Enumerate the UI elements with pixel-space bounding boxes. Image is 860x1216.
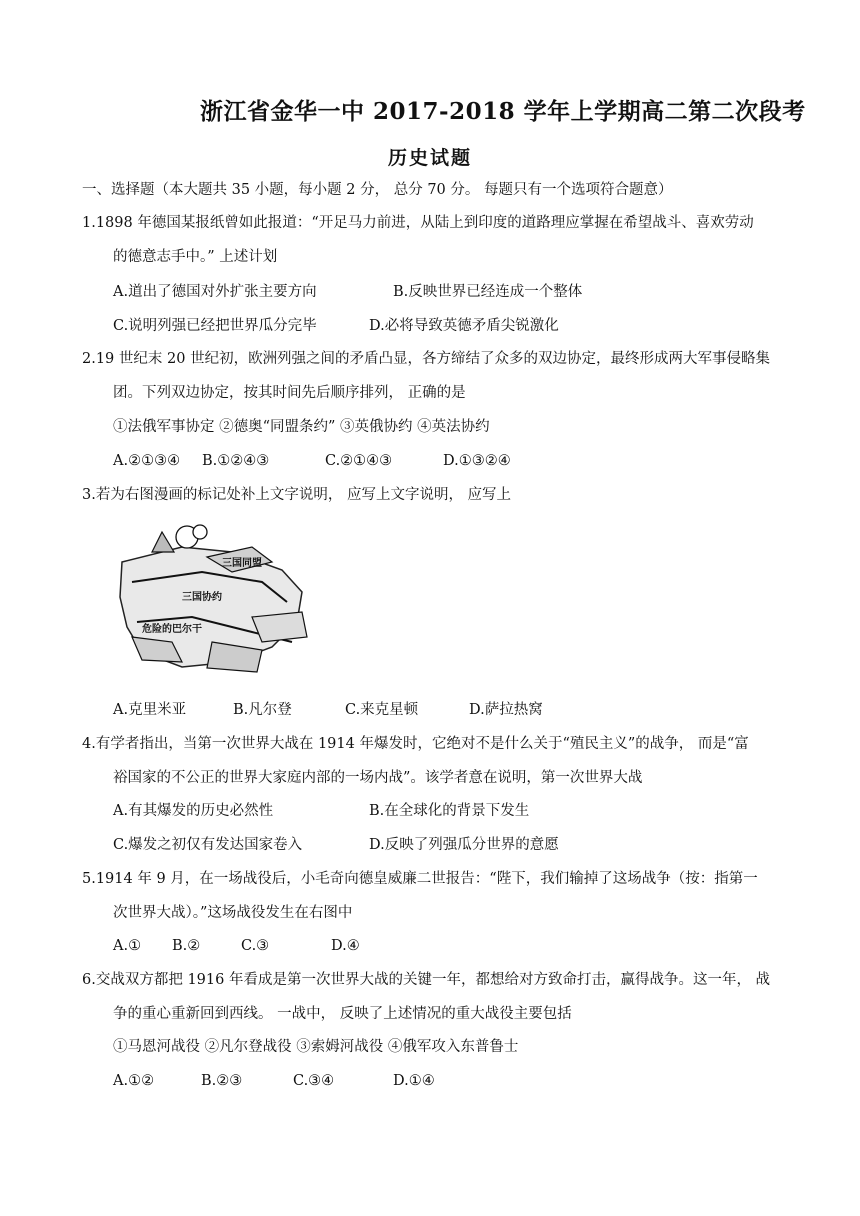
question-2-stem-line-2: 团。下列双边协定，按其时间先后顺序排列， 正确的是 — [113, 385, 466, 401]
question-5-stem-line-1: 5.1914 年 9 月，在一场战役后，小毛奇向德皇威廉二世报告：“陛下，我们输掉了这场战争（按：指第一 — [82, 871, 758, 887]
question-2-items: ①法俄军事协定 ②德奥“同盟条约” ③英俄协约 ④英法协约 — [113, 419, 490, 435]
question-6-stem-line-2: 争的重心重新回到西线。 一战中， 反映了上述情况的重大战役主要包括 — [113, 1006, 572, 1022]
question-5-stem-line-2: 次世界大战）。”这场战役发生在右图中 — [113, 905, 353, 921]
exam-title: 浙江省金华一中 2017-2018 学年上学期高二第二次段考 — [200, 98, 806, 125]
question-6-option-b: B.②③ — [201, 1073, 243, 1089]
question-1-stem-line-1: 1.1898 年德国某报纸曾如此报道：“开足马力前进，从陆上到印度的道路理应掌握在希望战斗、喜欢劳动 — [82, 215, 754, 231]
question-2-option-b: B.①②④③ — [202, 453, 270, 469]
question-6-option-a: A.①② — [113, 1073, 155, 1089]
question-4-option-d: D.反映了列强瓜分世界的意愿 — [369, 837, 559, 853]
cartoon-label-balkans: 危险的巴尔干 — [142, 624, 202, 635]
question-1-stem-line-2: 的德意志手中。” 上述计划 — [113, 249, 278, 265]
question-4-option-b: B.在全球化的背景下发生 — [369, 803, 530, 819]
question-6-stem-line-1: 6.交战双方都把 1916 年看成是第一次世界大战的关键一年，都想给对方致命打击，赢得战争。这一年， 战 — [82, 972, 771, 988]
question-3-option-d: D.萨拉热窝 — [469, 702, 543, 718]
cartoon-label-triple-alliance: 三国同盟 — [222, 558, 262, 569]
section-heading: 一、选择题（本大题共 35 小题，每小题 2 分， 总分 70 分。 每题只有一个选项符合题意） — [82, 182, 673, 198]
question-2-option-d: D.①③②④ — [443, 453, 511, 469]
political-cartoon — [112, 522, 312, 676]
question-4-option-c: C.爆发之初仅有发达国家卷入 — [113, 837, 303, 853]
question-5-option-b: B.② — [172, 938, 201, 954]
question-3-option-b: B.凡尔登 — [233, 702, 292, 718]
question-3-option-c: C.来克星顿 — [345, 702, 419, 718]
question-6-option-c: C.③④ — [293, 1073, 335, 1089]
question-5-option-d: D.④ — [331, 938, 360, 954]
question-6-option-d: D.①④ — [393, 1073, 435, 1089]
question-3-option-a: A.克里米亚 — [113, 702, 187, 718]
question-2-stem-line-1: 2.19 世纪末 20 世纪初，欧洲列强之间的矛盾凸显，各方缔结了众多的双边协定，最终形成两大军事侵略集 — [82, 351, 771, 367]
question-1-option-c: C.说明列强已经把世界瓜分完毕 — [113, 318, 317, 334]
question-1-option-d: D.必将导致英德矛盾尖锐激化 — [369, 318, 559, 334]
question-4-stem-line-1: 4.有学者指出，当第一次世界大战在 1914 年爆发时，它绝对不是什么关于“殖民主义”的战争， 而是“富 — [82, 736, 749, 752]
question-6-items: ①马恩河战役 ②凡尔登战役 ③索姆河战役 ④俄军攻入东普鲁士 — [113, 1039, 519, 1055]
question-1-option-a: A.道出了德国对外扩张主要方向 — [113, 284, 317, 300]
question-5-option-a: A.① — [113, 938, 142, 954]
question-4-stem-line-2: 裕国家的不公正的世界大家庭内部的一场内战”。该学者意在说明，第一次世界大战 — [113, 770, 643, 786]
exam-subtitle: 历史试题 — [387, 147, 472, 169]
question-3-stem: 3.若为右图漫画的标记处补上文字说明， 应写上文字说明， 应写上 — [82, 487, 512, 503]
question-2-option-a: A.②①③④ — [113, 453, 181, 469]
question-2-option-c: C.②①④③ — [325, 453, 393, 469]
question-4-option-a: A.有其爆发的历史必然性 — [113, 803, 274, 819]
cartoon-label-triple-entente: 三国协约 — [182, 592, 222, 603]
question-5-option-c: C.③ — [241, 938, 270, 954]
question-1-option-b: B.反映世界已经连成一个整体 — [393, 284, 583, 300]
